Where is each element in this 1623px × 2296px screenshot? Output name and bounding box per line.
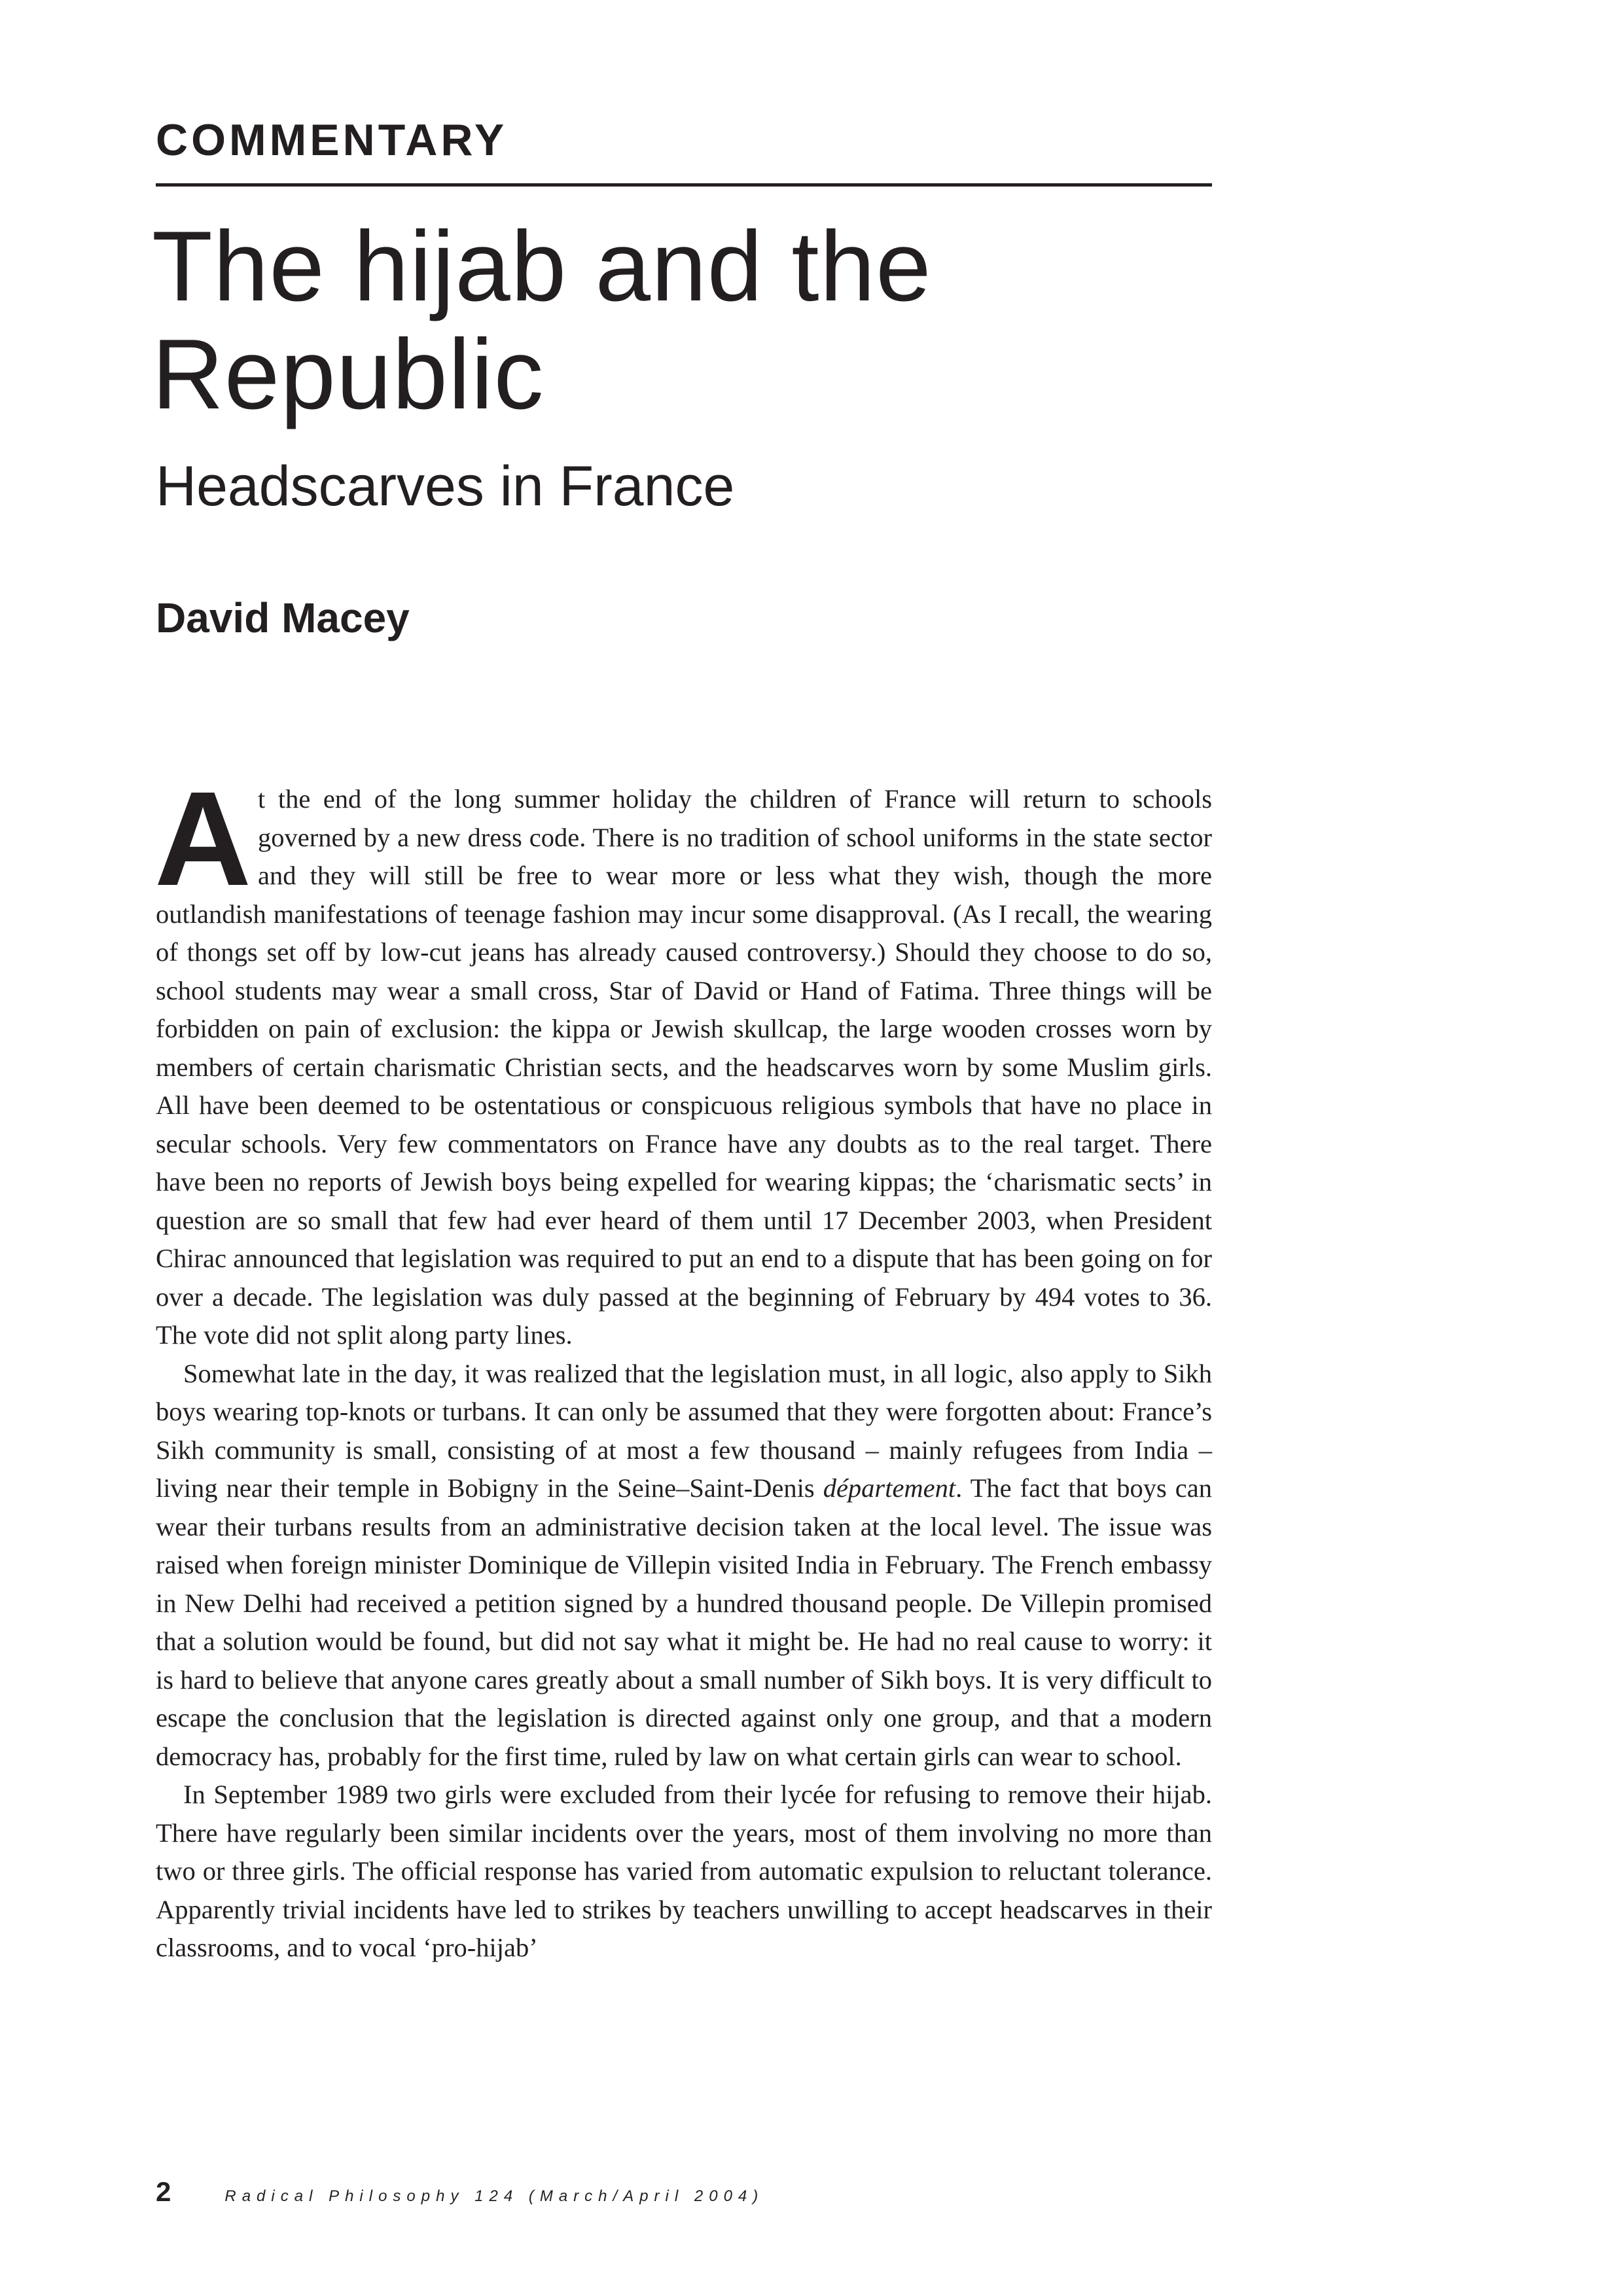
drop-cap: A (154, 764, 252, 914)
page-number: 2 (156, 2176, 171, 2207)
paragraph-1-text: t the end of the long summer holiday the children of France will return to schools governed by a new dress code. There is no tradition of school uniforms in the state sector and they will still be free to wear more or less what they wish, though the more outlandish manifestations of teenage fashion may incur some disapproval. (As I recall, the wearing of thongs set off by low-cut jeans has already caused controversy.) Should they choose to do so, school students may wear a small cross, Star of David or Hand of Fatima. Three things will be forbidden on pain of exclusion: the kippa or Jewish skullcap, the large wooden crosses worn by members of certain charismatic Christian sects, and the headscarves worn by some Muslim girls. All have been deemed to be ostentatious or conspicuous religious symbols that have no place in secular schools. Very few commentators on France have any doubts as to the real target. There have been no reports of Jewish boys being expelled for wearing kippas; the ‘charismatic sects’ in question are so small that few had ever heard of them until 17 December 2003, when President Chirac announced that legislation was required to put an end to a dispute that has been going on for over a decade. The legislation was duly passed at the beginning of February by 494 votes to 36. The vote did not split along party lines. (156, 784, 1212, 1350)
paragraph-2-text-start: Somewhat late in the day, it was realized that the legislation must, in all logic, also apply to Sikh boys wearing top-knots or turbans. It can only be assumed that they were forgotten about: France’s Sikh community is small, consisting of at most a few thousand – mainly refugees from India – living near their temple in Bobigny in the Seine–Saint-Denis (156, 1358, 1212, 1503)
paragraph-2-text-end: . The fact that boys can wear their turbans results from an administrative decision taken at the local level. The issue was raised when foreign minister Dominique de Villepin visited India in February. The French embassy in New Delhi had received a petition signed by a hundred thousand people. De Villepin promised that a solution would be found, but did not say what it might be. He had no real cause to worry: it is hard to believe that anyone cares greatly about a small number of Sikh boys. It is very difficult to escape the conclusion that the legislation is directed against only one group, and that a modern democracy has, probably for the first time, ruled by law on what certain girls can wear to school. (156, 1473, 1212, 1771)
section-label: COMMENTARY (156, 115, 508, 165)
paragraph-1 (154, 764, 1212, 1355)
paragraph-3-text: In September 1989 two girls were excluded from their lycée for refusing to remove their hijab. There have regularly been similar incidents over the years, most of them involving no more than two or three girls. The official response has varied from automatic expulsion to reluctant tolerance. Apparently trivial incidents have led to strikes by teachers unwilling to accept headscarves in their classrooms, and to vocal ‘pro-hijab’ (156, 1780, 1212, 1962)
page-footer (156, 2178, 764, 2206)
article-subtitle: Headscarves in France (156, 455, 735, 518)
article-title: The hijab and the Republic (152, 211, 932, 430)
paragraph-2-emphasis: département (823, 1473, 956, 1503)
article-author: David Macey (156, 594, 410, 641)
article-body (154, 764, 1212, 1967)
paragraph-3 (156, 1776, 1212, 1967)
section-divider (156, 183, 1212, 187)
paragraph-2 (156, 1355, 1212, 1776)
journal-reference: Radical Philosophy 124 (March/April 2004) (224, 2187, 764, 2205)
